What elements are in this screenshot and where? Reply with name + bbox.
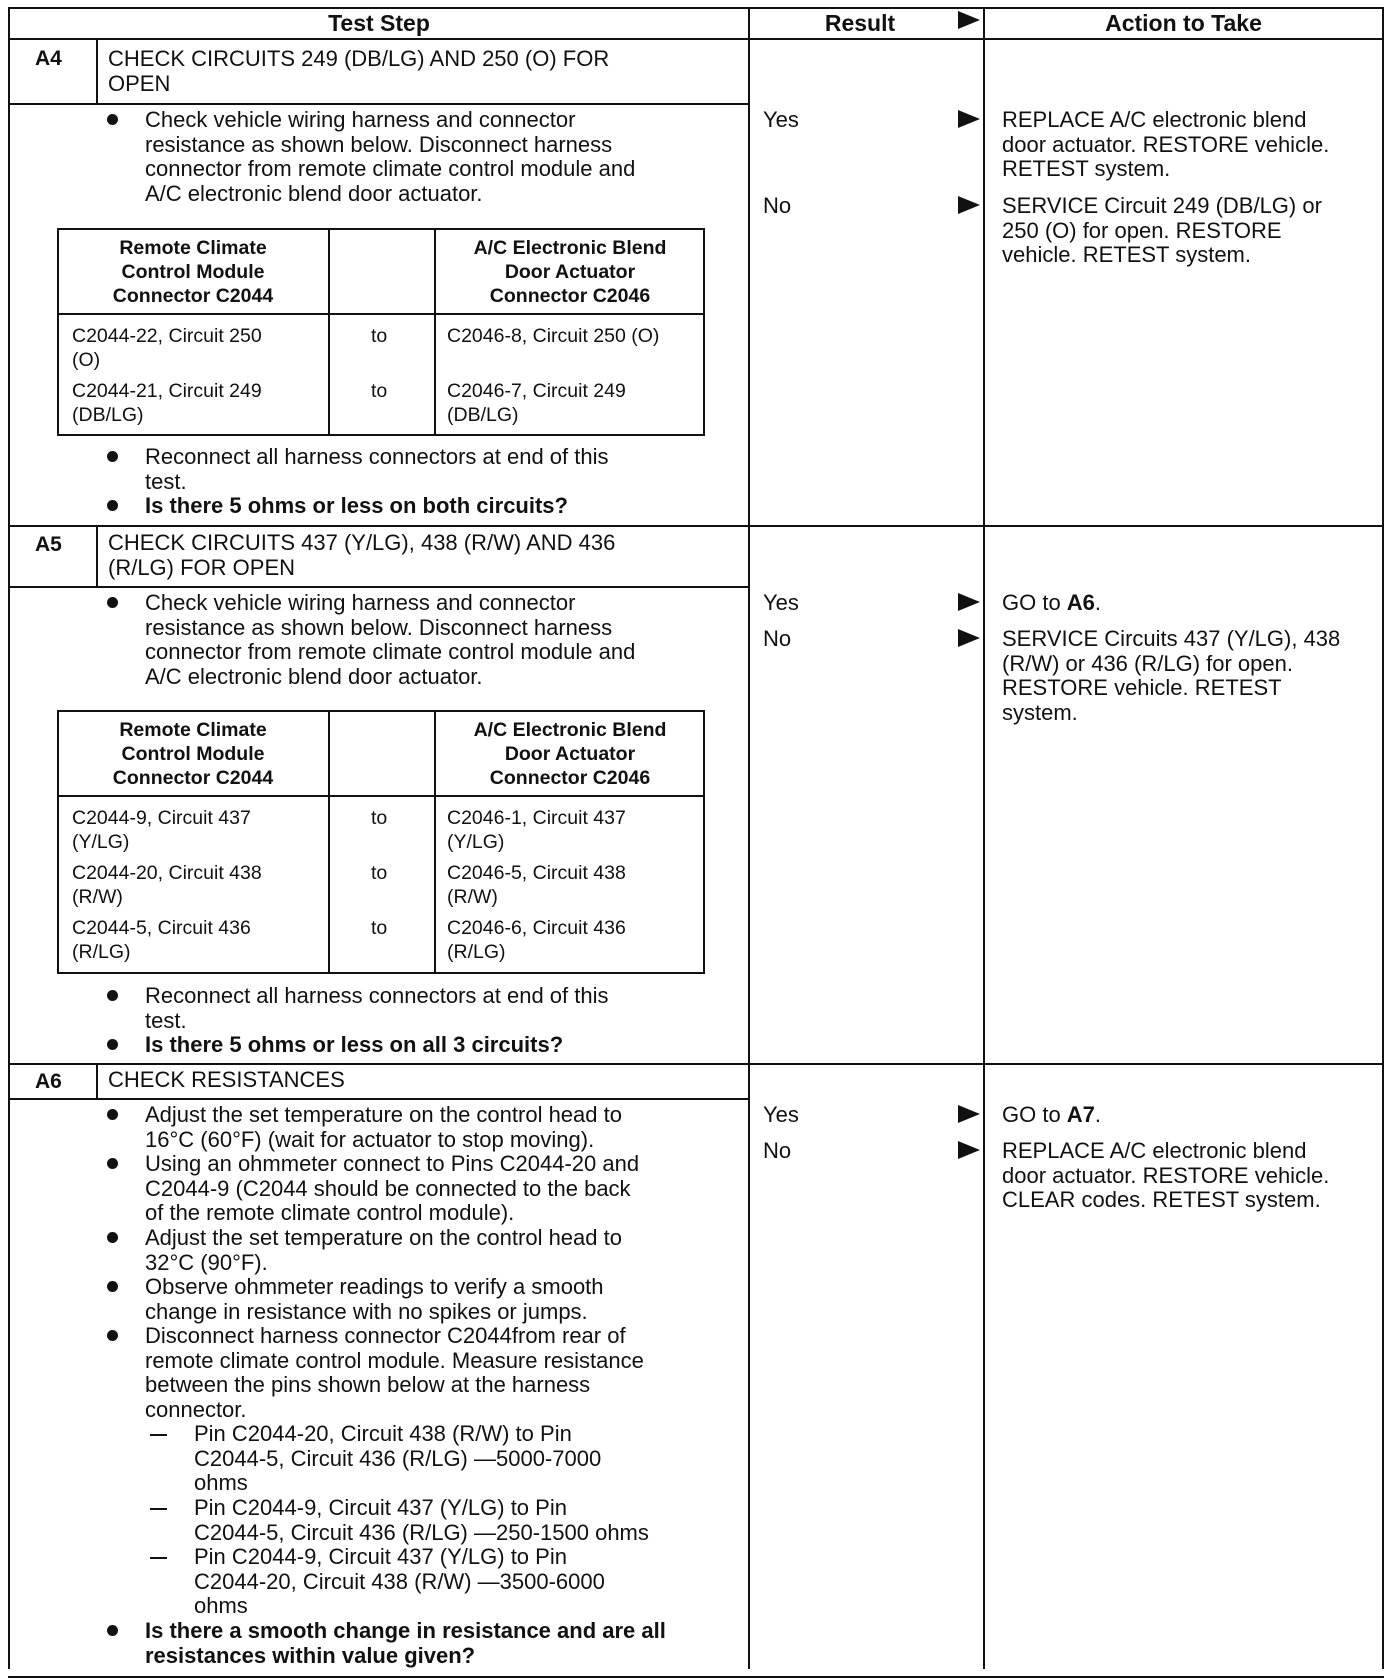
bullet-dot-icon bbox=[107, 1158, 118, 1169]
action-text: GO to A7. bbox=[1002, 1102, 1102, 1127]
table-col-rule bbox=[434, 228, 436, 436]
table-cell-right: C2046-8, Circuit 250 (O) bbox=[447, 325, 660, 347]
table-head-rule bbox=[57, 795, 705, 797]
result-no: No bbox=[763, 1138, 792, 1163]
instruction-text: Reconnect all harness connectors at end of this test. bbox=[145, 983, 609, 1033]
rule-a5-bottom bbox=[8, 1063, 1384, 1065]
test-question: Is there 5 ohms or less on both circuits? bbox=[145, 493, 568, 518]
rule-right bbox=[1382, 7, 1384, 1669]
test-question: Is there a smooth change in resistance and are all resistances within value given? bbox=[145, 1618, 666, 1668]
table-header-left: Remote Climate Control Module Connector C2044 bbox=[112, 719, 274, 789]
resistance-spec: Pin C2044-20, Circuit 438 (R/W) to Pin C2044-5, Circuit 436 (R/LG) —5000-7000 ohms bbox=[194, 1421, 602, 1496]
result-no: No bbox=[763, 193, 792, 218]
table-col-rule bbox=[328, 228, 330, 436]
table-cell-left: C2044-21, Circuit 249 (DB/LG) bbox=[72, 380, 262, 426]
table-cell-mid: to bbox=[371, 325, 388, 347]
rule-a4-id bbox=[96, 38, 98, 104]
table-cell-left: C2044-22, Circuit 250 (O) bbox=[72, 325, 262, 371]
table-cell-right: C2046-7, Circuit 249 (DB/LG) bbox=[447, 380, 626, 426]
bullet-dot-icon bbox=[107, 1281, 118, 1292]
result-yes: Yes bbox=[763, 1102, 799, 1127]
dash-marker bbox=[150, 1557, 167, 1559]
right-triangle-icon bbox=[958, 1141, 980, 1159]
bullet-dot-icon bbox=[107, 1330, 118, 1341]
bullet-dot-icon bbox=[107, 500, 118, 511]
table-cell-left: C2044-20, Circuit 438 (R/W) bbox=[72, 862, 262, 908]
table-cell-right: C2046-5, Circuit 438 (R/W) bbox=[447, 862, 626, 908]
table-cell-right: C2046-1, Circuit 437 (Y/LG) bbox=[447, 807, 626, 853]
result-yes: Yes bbox=[763, 590, 799, 615]
step-id: A6 bbox=[35, 1070, 62, 1093]
bullet-dot-icon bbox=[107, 1625, 118, 1636]
instruction-text: Disconnect harness connector C2044from rear of remote climate control module. Measure resistance between the pins shown below at the harness connector. bbox=[145, 1323, 644, 1422]
instruction-text: Check vehicle wiring harness and connector resistance as shown below. Disconnect harness connector from remote climate control module and A/C electronic blend door actuator. bbox=[145, 107, 636, 206]
instruction-text: Adjust the set temperature on the control head to 16°C (60°F) (wait for actuator to stop moving). bbox=[145, 1102, 622, 1152]
result-no: No bbox=[763, 626, 792, 651]
table-cell-mid: to bbox=[371, 807, 388, 829]
table-cell-left: C2044-9, Circuit 437 (Y/LG) bbox=[72, 807, 251, 853]
rule-a6-id bbox=[96, 1063, 98, 1099]
dash-marker bbox=[150, 1508, 167, 1510]
instruction-text: Observe ohmmeter readings to verify a smooth change in resistance with no spikes or jumps. bbox=[145, 1274, 604, 1324]
table-header-right: A/C Electronic Blend Door Actuator Connector C2046 bbox=[473, 237, 667, 307]
action-text: SERVICE Circuit 249 (DB/LG) or 250 (O) for open. RESTORE vehicle. RETEST system. bbox=[1002, 193, 1322, 268]
bullet-dot-icon bbox=[107, 1109, 118, 1120]
action-text: REPLACE A/C electronic blend door actuator. RESTORE vehicle. CLEAR codes. RETEST system. bbox=[1002, 1138, 1330, 1213]
instruction-text: Adjust the set temperature on the control head to 32°C (90°F). bbox=[145, 1225, 622, 1275]
table-col-rule bbox=[328, 710, 330, 974]
step-id: A4 bbox=[35, 47, 62, 70]
right-triangle-icon bbox=[958, 196, 980, 214]
rule-a5-title bbox=[8, 586, 750, 588]
bullet-dot-icon bbox=[107, 451, 118, 462]
rule-header-bottom bbox=[8, 38, 1384, 40]
bullet-dot-icon bbox=[107, 990, 118, 1001]
bullet-dot-icon bbox=[107, 1232, 118, 1243]
right-triangle-icon bbox=[958, 11, 980, 29]
table-col-rule bbox=[434, 710, 436, 974]
header-result: Result bbox=[824, 10, 896, 36]
bullet-dot-icon bbox=[107, 1039, 118, 1050]
instruction-text: Reconnect all harness connectors at end of this test. bbox=[145, 444, 609, 494]
rule-col-result bbox=[748, 7, 750, 1669]
right-triangle-icon bbox=[958, 593, 980, 611]
result-yes: Yes bbox=[763, 107, 799, 132]
dash-marker bbox=[150, 1434, 167, 1436]
table-cell-mid: to bbox=[371, 862, 388, 884]
rule-a4-title bbox=[8, 103, 750, 105]
step-title: CHECK CIRCUITS 249 (DB/LG) AND 250 (O) FOR OPEN bbox=[108, 46, 610, 96]
table-cell-mid: to bbox=[371, 380, 388, 402]
table-cell-right: C2046-6, Circuit 436 (R/LG) bbox=[447, 917, 626, 963]
rule-a4-bottom bbox=[8, 525, 1384, 527]
table-cell-left: C2044-5, Circuit 436 (R/LG) bbox=[72, 917, 251, 963]
header-action: Action to Take bbox=[1105, 10, 1262, 36]
bullet-dot-icon bbox=[107, 597, 118, 608]
right-triangle-icon bbox=[958, 1105, 980, 1123]
table-header-right: A/C Electronic Blend Door Actuator Connector C2046 bbox=[473, 719, 667, 789]
rule-col-action bbox=[983, 7, 985, 1669]
right-triangle-icon bbox=[958, 110, 980, 128]
instruction-text: Using an ohmmeter connect to Pins C2044-20 and C2044-9 (C2044 should be connected to the back of the remote climate control module). bbox=[145, 1151, 640, 1226]
step-id: A5 bbox=[35, 533, 62, 556]
rule-left bbox=[8, 7, 10, 1669]
rule-a6-title bbox=[8, 1098, 750, 1100]
header-test-step: Test Step bbox=[328, 10, 430, 36]
resistance-spec: Pin C2044-9, Circuit 437 (Y/LG) to Pin C2044-5, Circuit 436 (R/LG) —250-1500 ohms bbox=[194, 1495, 649, 1545]
table-head-rule bbox=[57, 313, 705, 315]
action-text: SERVICE Circuits 437 (Y/LG), 438 (R/W) or 436 (R/LG) for open. RESTORE vehicle. RETEST system. bbox=[1002, 626, 1341, 725]
table-header-left: Remote Climate Control Module Connector C2044 bbox=[112, 237, 274, 307]
table-cell-mid: to bbox=[371, 917, 388, 939]
action-text: GO to A6. bbox=[1002, 590, 1102, 615]
test-question: Is there 5 ohms or less on all 3 circuits? bbox=[145, 1032, 564, 1057]
instruction-text: Check vehicle wiring harness and connector resistance as shown below. Disconnect harness connector from remote climate control module and A/C electronic blend door actuator. bbox=[145, 590, 636, 689]
action-text: REPLACE A/C electronic blend door actuator. RESTORE vehicle. RETEST system. bbox=[1002, 107, 1330, 182]
step-title: CHECK CIRCUITS 437 (Y/LG), 438 (R/W) AND 436 (R/LG) FOR OPEN bbox=[108, 530, 616, 580]
rule-a5-id bbox=[96, 525, 98, 587]
resistance-spec: Pin C2044-9, Circuit 437 (Y/LG) to Pin C2044-20, Circuit 438 (R/W) —3500-6000 ohms bbox=[194, 1544, 605, 1619]
right-triangle-icon bbox=[958, 629, 980, 647]
step-title: CHECK RESISTANCES bbox=[108, 1067, 345, 1092]
bullet-dot-icon bbox=[107, 114, 118, 125]
